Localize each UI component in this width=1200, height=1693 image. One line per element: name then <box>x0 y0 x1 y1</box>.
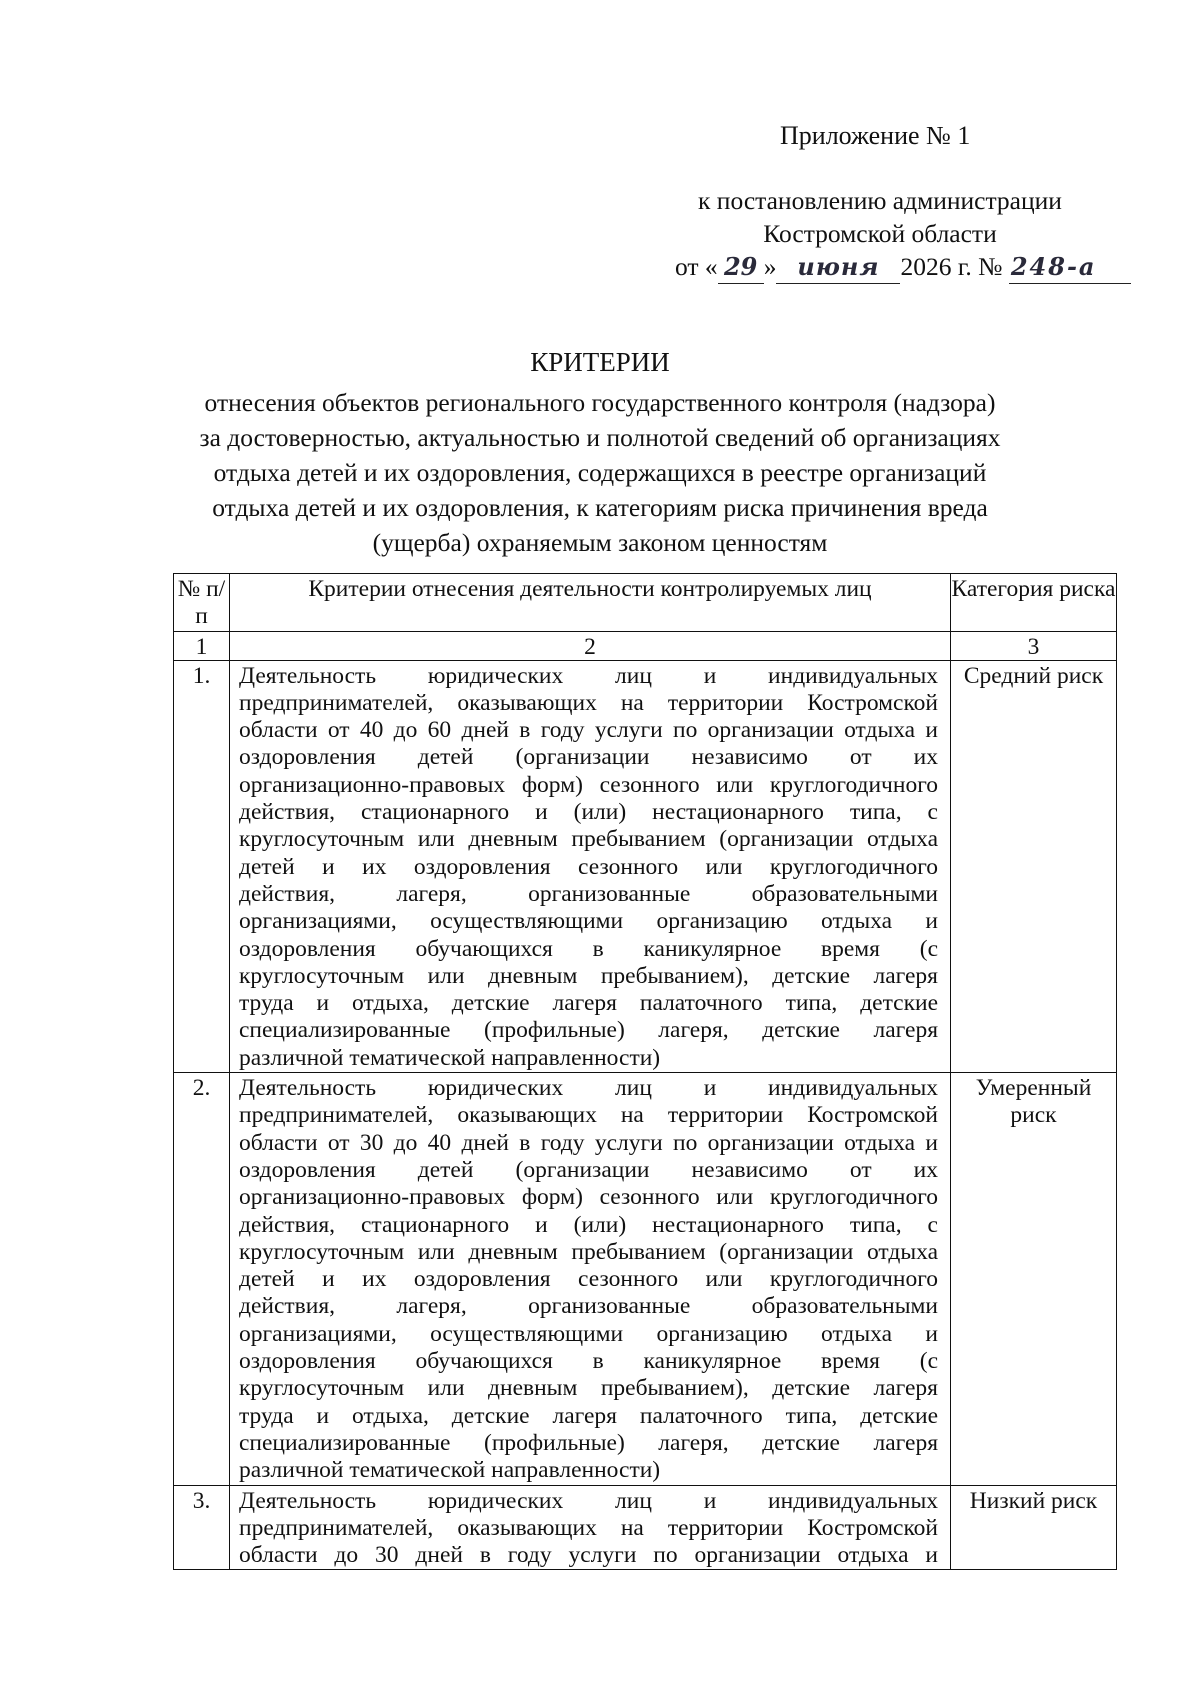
criteria-text <box>230 1486 950 1570</box>
risk-category-cell <box>951 1073 1117 1485</box>
criteria-text-line: специализированные (профильные) лагеря, детские лагеря <box>239 1429 938 1456</box>
handwritten-day: 29 <box>718 250 764 284</box>
criteria-text-line: оздоровления обучающихся в каникулярное время (с <box>239 935 938 962</box>
risk-category: Низкий риск <box>969 1487 1098 1514</box>
criteria-text-line: предпринимателей, оказывающих на территории Костромской <box>239 1102 938 1129</box>
column-number-row <box>174 631 1117 660</box>
header-criteria: Критерии отнесения деятельности контролируемых лиц <box>230 574 951 632</box>
annex-ref-line-2: Костромской области <box>763 219 997 248</box>
handwritten-month: июня <box>776 250 900 284</box>
subtitle-line: за достоверностью, актуальностью и полнотой сведений об организациях <box>199 423 1001 452</box>
criteria-text-line: действия, стационарного и (или) нестационарного типа, с <box>239 1211 938 1238</box>
criteria-text-line: организациями, осуществляющими организацию отдыха и <box>239 908 938 935</box>
column-number: 1 <box>174 631 230 660</box>
criteria-text-line: предпринимателей, оказывающих на территории Костромской <box>239 689 938 716</box>
header-number: № п/п <box>174 574 230 632</box>
criteria-text-line: Деятельность юридических лиц и индивидуальных <box>239 662 938 689</box>
criteria-text-line: круглосуточным или дневным пребыванием), детские лагеря <box>239 962 938 989</box>
criteria-text <box>230 1073 950 1484</box>
annex-date-line <box>675 250 1131 284</box>
criteria-table <box>173 573 1117 1570</box>
criteria-text-line: области от 30 до 40 дней в году услуги по организации отдыха и <box>239 1129 938 1156</box>
criteria-text-line: области до 30 дней в году услуги по организации отдыха и <box>239 1542 938 1569</box>
row-number: 3. <box>192 1487 211 1514</box>
risk-category-cell <box>951 1485 1117 1570</box>
criteria-cell <box>230 660 951 1072</box>
annex-title: Приложение № 1 <box>780 121 971 150</box>
criteria-cell <box>230 1073 951 1485</box>
criteria-text-line: круглосуточным или дневным пребыванием (организации отдыха <box>239 826 938 853</box>
date-year: 2026 г. № <box>900 252 1003 281</box>
date-mid: » <box>763 252 777 281</box>
risk-category-cell <box>951 660 1117 1072</box>
subtitle-line: отдыха детей и их оздоровления, к категориям риска причинения вреда <box>212 493 988 522</box>
row-number-cell <box>174 1073 230 1485</box>
document-subtitle <box>150 385 1050 560</box>
table-row <box>174 1073 1117 1485</box>
criteria-text-line: действия, лагеря, организованные образовательными <box>239 880 938 907</box>
column-number: 3 <box>951 631 1117 660</box>
annex-reference <box>650 184 1110 250</box>
criteria-text-line: труда и отдыха, детские лагеря палаточного типа, детские <box>239 990 938 1017</box>
criteria-text-line: различной тематической направленности) <box>239 1457 661 1484</box>
column-number: 2 <box>230 631 951 660</box>
criteria-text-line: организационно-правовых форм) сезонного или круглогодичного <box>239 1184 938 1211</box>
document-heading: КРИТЕРИИ <box>530 347 670 377</box>
subtitle-line: отнесения объектов регионального государственного контроля (надзора) <box>204 388 996 417</box>
criteria-text-line: оздоровления детей (организации независимо от их <box>239 744 938 771</box>
criteria-text-line: круглосуточным или дневным пребыванием (организации отдыха <box>239 1238 938 1265</box>
criteria-text-line: оздоровления детей (организации независимо от их <box>239 1156 938 1183</box>
criteria-text <box>230 661 950 1072</box>
criteria-text-line: Деятельность юридических лиц и индивидуальных <box>239 1075 938 1102</box>
subtitle-line: (ущерба) охраняемым законом ценностям <box>372 528 828 557</box>
criteria-text-line: действия, лагеря, организованные образовательными <box>239 1293 938 1320</box>
criteria-text-line: оздоровления обучающихся в каникулярное время (с <box>239 1348 938 1375</box>
risk-category: Умеренный риск <box>975 1075 1092 1129</box>
table-header-row <box>174 574 1117 632</box>
row-number: 1. <box>192 662 211 689</box>
handwritten-doc-number: 248-а <box>1009 250 1131 284</box>
criteria-text-line: различной тематической направленности) <box>239 1044 661 1071</box>
criteria-text-line: организациями, осуществляющими организацию отдыха и <box>239 1320 938 1347</box>
annex-ref-line-1: к постановлению администрации <box>698 186 1062 215</box>
criteria-cell <box>230 1485 951 1570</box>
row-number-cell <box>174 660 230 1072</box>
table-row <box>174 1485 1117 1570</box>
criteria-text-line: детей и их оздоровления сезонного или круглогодичного <box>239 853 938 880</box>
row-number: 2. <box>192 1075 211 1102</box>
subtitle-line: отдыха детей и их оздоровления, содержащихся в реестре организаций <box>213 458 987 487</box>
criteria-text-line: круглосуточным или дневным пребыванием), детские лагеря <box>239 1375 938 1402</box>
table-row <box>174 660 1117 1072</box>
criteria-text-line: области от 40 до 60 дней в году услуги по организации отдыха и <box>239 717 938 744</box>
criteria-text-line: действия, стационарного и (или) нестационарного типа, с <box>239 799 938 826</box>
date-prefix: от « <box>675 252 718 281</box>
criteria-text-line: труда и отдыха, детские лагеря палаточного типа, детские <box>239 1402 938 1429</box>
criteria-text-line: детей и их оздоровления сезонного или круглогодичного <box>239 1266 938 1293</box>
header-risk-category: Категория риска <box>951 574 1117 632</box>
criteria-text-line: организационно-правовых форм) сезонного или круглогодичного <box>239 771 938 798</box>
criteria-text-line: Деятельность юридических лиц и индивидуальных <box>239 1487 938 1514</box>
risk-category: Средний риск <box>963 662 1104 689</box>
row-number-cell <box>174 1485 230 1570</box>
criteria-text-line: специализированные (профильные) лагеря, детские лагеря <box>239 1017 938 1044</box>
criteria-text-line: предпринимателей, оказывающих на территории Костромской <box>239 1514 938 1541</box>
